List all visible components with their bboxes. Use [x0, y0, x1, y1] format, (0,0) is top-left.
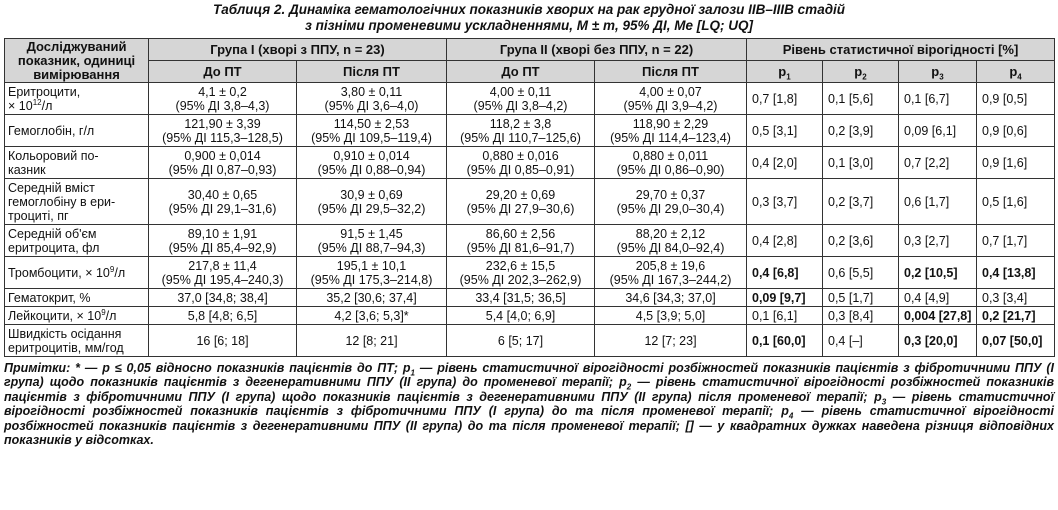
header-p3: $p_3$: [899, 61, 977, 83]
cell-p2: 0,3 [8,4]: [823, 307, 899, 325]
cell-g1-before: 37,0 [34,8; 38,4]: [149, 289, 297, 307]
header-g2-before: До ПТ: [447, 61, 595, 83]
cell-p4: 0,9 [0,5]: [977, 83, 1055, 115]
cell-g1-before: 16 [6; 18]: [149, 325, 297, 357]
header-g1-after: Після ПТ: [297, 61, 447, 83]
cell-p1: 0,1 [60,0]: [747, 325, 823, 357]
cell-p3: 0,004 [27,8]: [899, 307, 977, 325]
row-label: Середній вміст гемоглобіну в ери- троциті, пг: [5, 179, 149, 225]
header-p1: $p_1$: [747, 61, 823, 83]
cell-p3: 0,3 [20,0]: [899, 325, 977, 357]
cell-g1-after: 12 [8; 21]: [297, 325, 447, 357]
cell-g2-after: 29,70 ± 0,37 (95% ДІ 29,0–30,4): [595, 179, 747, 225]
cell-p2: 0,2 [3,6]: [823, 225, 899, 257]
cell-g1-before: 121,90 ± 3,39 (95% ДІ 115,3–128,5): [149, 115, 297, 147]
header-g2-after: Після ПТ: [595, 61, 747, 83]
cell-p4: 0,2 [21,7]: [977, 307, 1055, 325]
cell-p1: 0,4 [2,0]: [747, 147, 823, 179]
cell-g2-after: 118,90 ± 2,29 (95% ДІ 114,4–123,4): [595, 115, 747, 147]
row-label: Лейкоцити, × $10^9/л$: [5, 307, 149, 325]
cell-p2: 0,1 [3,0]: [823, 147, 899, 179]
cell-g2-before: 232,6 ± 15,5 (95% ДІ 202,3–262,9): [447, 257, 595, 289]
cell-g1-before: 4,1 ± 0,2 (95% ДІ 3,8–4,3): [149, 83, 297, 115]
cell-g1-after: 91,5 ± 1,45 (95% ДІ 88,7–94,3): [297, 225, 447, 257]
header-row-1: [5, 39, 1055, 61]
hematology-table: [4, 38, 1055, 357]
cell-g1-after: 114,50 ± 2,53 (95% ДІ 109,5–119,4): [297, 115, 447, 147]
table-row: [5, 147, 1055, 179]
header-group1: Група I (хворі з ППУ, n = 23): [149, 39, 447, 61]
cell-p1: 0,4 [6,8]: [747, 257, 823, 289]
cell-g1-after: 3,80 ± 0,11 (95% ДІ 3,6–4,0): [297, 83, 447, 115]
table-notes: Примітки: * — p ≤ 0,05 відносно показників пацієнтів до ПТ; $p_1$ — рівень статистичної вірогідності розбіжностей показників пацієнтів з фібротичними ППУ (I група) щодо показників пацієнтів з дегенеративними ППУ (II група) до променевої терапії; $p_2$ — рівень статистичної вірогідності розбіжностей показників пацієнтів з фібротичними ППУ (I група) щодо показників пацієнтів з дегенеративними ППУ (II група) після променевої терапії; $p_3$ — рівень статистичної вірогідності розбіжностей показників пацієнтів з фібротичними ППУ (I група) до та після променевої терапії; $p_4$ — рівень статистичної вірогідності розбіжностей показників пацієнтів з дегенеративними ППУ (II група) до та після променевої терапії; [] — у квадратних дужках наведена різниця відповідних показників у відсотках.: [4, 361, 1055, 448]
cell-p3: 0,6 [1,7]: [899, 179, 977, 225]
table-row: [5, 179, 1055, 225]
row-label: Кольоровий по- казник: [5, 147, 149, 179]
header-significance: Рівень статистичної вірогідності [%]: [747, 39, 1055, 61]
cell-p1: 0,09 [9,7]: [747, 289, 823, 307]
row-label: Швидкість осідання еритроцитів, мм/год: [5, 325, 149, 357]
row-label: Тромбоцити, × $10^9/л$: [5, 257, 149, 289]
cell-p4: 0,4 [13,8]: [977, 257, 1055, 289]
cell-g1-after: 0,910 ± 0,014 (95% ДІ 0,88–0,94): [297, 147, 447, 179]
cell-p3: 0,3 [2,7]: [899, 225, 977, 257]
cell-g1-before: 89,10 ± 1,91 (95% ДІ 85,4–92,9): [149, 225, 297, 257]
cell-p3: 0,1 [6,7]: [899, 83, 977, 115]
cell-g2-before: 29,20 ± 0,69 (95% ДІ 27,9–30,6): [447, 179, 595, 225]
header-p2: $p_2$: [823, 61, 899, 83]
page: [4, 2, 1054, 447]
cell-p1: 0,1 [6,1]: [747, 307, 823, 325]
table-row: [5, 115, 1055, 147]
cell-p1: 0,4 [2,8]: [747, 225, 823, 257]
title-line-1: Таблиця 2. Динаміка гематологічних показників хворих на рак грудної залози IIB–IIIB стадій: [212, 2, 846, 17]
cell-p4: 0,9 [1,6]: [977, 147, 1055, 179]
cell-p4: 0,7 [1,7]: [977, 225, 1055, 257]
cell-g2-before: 0,880 ± 0,016 (95% ДІ 0,85–0,91): [447, 147, 595, 179]
table-row: [5, 83, 1055, 115]
cell-g2-after: 205,8 ± 19,6 (95% ДІ 167,3–244,2): [595, 257, 747, 289]
header-row-2: [5, 61, 1055, 83]
cell-p2: 0,4 [–]: [823, 325, 899, 357]
cell-g1-after: 30,9 ± 0,69 (95% ДІ 29,5–32,2): [297, 179, 447, 225]
cell-p3: 0,7 [2,2]: [899, 147, 977, 179]
cell-p4: 0,3 [3,4]: [977, 289, 1055, 307]
header-g1-before: До ПТ: [149, 61, 297, 83]
cell-p1: 0,5 [3,1]: [747, 115, 823, 147]
cell-g1-before: 5,8 [4,8; 6,5]: [149, 307, 297, 325]
header-indicator: Досліджуваний показник, одиниці вимірювання: [5, 39, 149, 83]
header-p4: $p_4$: [977, 61, 1055, 83]
title-line-2: з пізніми променевими ускладненнями, M ± m, 95% ДІ, Me [LQ; UQ]: [305, 18, 753, 33]
cell-p2: 0,6 [5,5]: [823, 257, 899, 289]
cell-p2: 0,2 [3,7]: [823, 179, 899, 225]
cell-g1-after: 195,1 ± 10,1 (95% ДІ 175,3–214,8): [297, 257, 447, 289]
cell-g1-before: 0,900 ± 0,014 (95% ДІ 0,87–0,93): [149, 147, 297, 179]
cell-p3: 0,09 [6,1]: [899, 115, 977, 147]
table-row: [5, 225, 1055, 257]
cell-g2-after: 88,20 ± 2,12 (95% ДІ 84,0–92,4): [595, 225, 747, 257]
cell-g2-after: 34,6 [34,3; 37,0]: [595, 289, 747, 307]
table-body: [5, 83, 1055, 357]
header-group2: Група II (хворі без ППУ, n = 22): [447, 39, 747, 61]
cell-g2-before: 6 [5; 17]: [447, 325, 595, 357]
cell-p2: 0,1 [5,6]: [823, 83, 899, 115]
cell-g2-before: 118,2 ± 3,8 (95% ДІ 110,7–125,6): [447, 115, 595, 147]
cell-p2: 0,5 [1,7]: [823, 289, 899, 307]
cell-p3: 0,4 [4,9]: [899, 289, 977, 307]
table-row: [5, 325, 1055, 357]
row-label: Гемоглобін, г/л: [5, 115, 149, 147]
table-row: [5, 289, 1055, 307]
cell-p3: 0,2 [10,5]: [899, 257, 977, 289]
cell-g2-after: 4,5 [3,9; 5,0]: [595, 307, 747, 325]
row-label: Гематокрит, %: [5, 289, 149, 307]
cell-g1-after: 4,2 [3,6; 5,3]*: [297, 307, 447, 325]
row-label: Середній об'єм еритроцита, фл: [5, 225, 149, 257]
cell-p4: 0,07 [50,0]: [977, 325, 1055, 357]
cell-g1-before: 30,40 ± 0,65 (95% ДІ 29,1–31,6): [149, 179, 297, 225]
cell-g2-before: 4,00 ± 0,11 (95% ДІ 3,8–4,2): [447, 83, 595, 115]
table-row: [5, 307, 1055, 325]
cell-g2-before: 33,4 [31,5; 36,5]: [447, 289, 595, 307]
cell-g2-after: 4,00 ± 0,07 (95% ДІ 3,9–4,2): [595, 83, 747, 115]
cell-g2-before: 5,4 [4,0; 6,9]: [447, 307, 595, 325]
cell-g2-before: 86,60 ± 2,56 (95% ДІ 81,6–91,7): [447, 225, 595, 257]
row-label: Еритроцити, × $10^{12}/л$: [5, 83, 149, 115]
cell-p2: 0,2 [3,9]: [823, 115, 899, 147]
cell-g2-after: 0,880 ± 0,011 (95% ДІ 0,86–0,90): [595, 147, 747, 179]
cell-p1: 0,7 [1,8]: [747, 83, 823, 115]
table-title: [4, 2, 1054, 34]
cell-g2-after: 12 [7; 23]: [595, 325, 747, 357]
cell-p4: 0,5 [1,6]: [977, 179, 1055, 225]
table-row: [5, 257, 1055, 289]
cell-p4: 0,9 [0,6]: [977, 115, 1055, 147]
cell-g1-before: 217,8 ± 11,4 (95% ДІ 195,4–240,3): [149, 257, 297, 289]
cell-p1: 0,3 [3,7]: [747, 179, 823, 225]
cell-g1-after: 35,2 [30,6; 37,4]: [297, 289, 447, 307]
